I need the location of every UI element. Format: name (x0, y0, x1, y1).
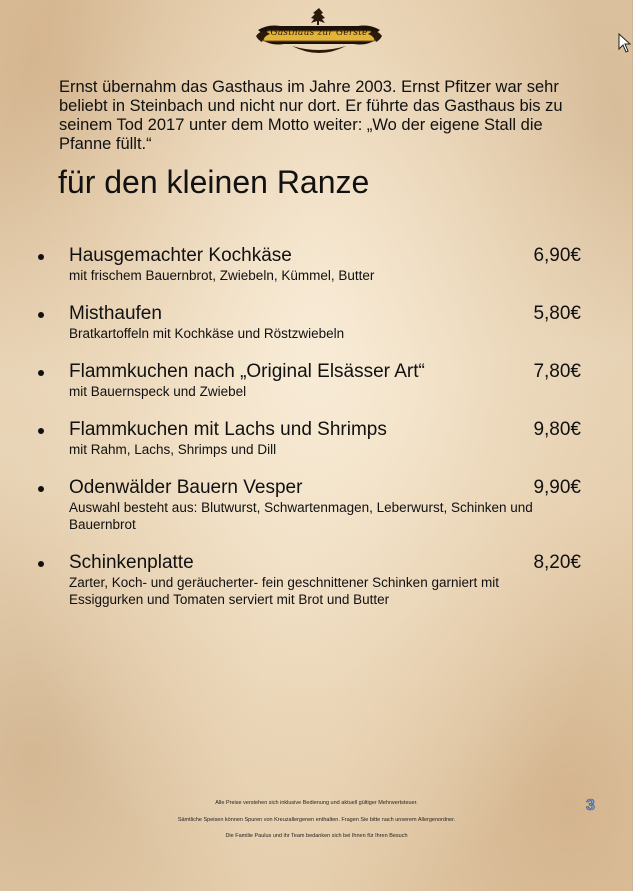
footer-thanks-note: Die Familie Paulus und ihr Team bedanken sich bei Ihnen für Ihren Besuch (225, 833, 408, 839)
bullet-icon (38, 561, 44, 567)
menu-item-description: Auswahl besteht aus: Blutwurst, Schwartenmagen, Leberwurst, Schinken und Bauernbrot (69, 500, 533, 532)
menu-item-description: mit Bauernspeck und Zwiebel (69, 384, 247, 399)
menu-item-name: Misthaufen (69, 303, 162, 324)
menu-item-name: Odenwälder Bauern Vesper (69, 477, 303, 498)
menu-item-description: mit frischem Bauernbrot, Zwiebeln, Kümmel, Butter (69, 268, 375, 283)
bullet-icon (38, 312, 44, 318)
menu-item-description: mit Rahm, Lachs, Shrimps und Dill (69, 442, 277, 457)
menu-item-name: Flammkuchen mit Lachs und Shrimps (69, 419, 387, 440)
menu-item-price: 6,90€ (533, 245, 581, 266)
mouse-cursor-icon (618, 33, 632, 53)
menu-item-price: 9,80€ (533, 419, 581, 440)
logo-text: Gasthaus zur Gerste (270, 28, 368, 38)
menu-item-name: Flammkuchen nach „Original Elsässer Art“ (69, 361, 425, 382)
gasthaus-logo (252, 6, 386, 64)
bullet-icon (38, 254, 44, 260)
bullet-icon (38, 370, 44, 376)
intro-text: Ernst übernahm das Gasthaus im Jahre 2003. Ernst Pfitzer war sehr beliebt in Steinbach und nicht nur dort. Er führte das Gasthaus bis zu seinem Tod 2017 unter dem Motto weiter: „Wo der eigene Stall die Pfanne füllt.“ (59, 78, 563, 153)
page-number: 3 (586, 797, 595, 814)
menu-item-price: 5,80€ (533, 303, 581, 324)
menu-item-price: 7,80€ (533, 361, 581, 382)
footer-allergen-note: Sämtliche Speisen können Spuren von Kreuzallergenen enthalten. Fragen Sie bitte nach unserem Allergenordner. (177, 817, 456, 823)
menu-item-name: Hausgemachter Kochkäse (69, 245, 292, 266)
menu-item-description: Bratkartoffeln mit Kochkäse und Röstzwiebeln (69, 326, 345, 341)
menu-item-price: 8,20€ (533, 552, 581, 573)
bullet-icon (38, 486, 44, 492)
menu-item-name: Schinkenplatte (69, 552, 194, 573)
bullet-icon (38, 428, 44, 434)
footer-price-note: Alle Preise verstehen sich inklusive Bedienung und aktuell gültiger Mehrwertsteuer. (215, 800, 418, 806)
section-title: für den kleinen Ranze (58, 164, 370, 200)
menu-item-price: 9,90€ (533, 477, 581, 498)
menu-item-description: Zarter, Koch- und geräucherter- fein geschnittener Schinken garniert mit Essiggurken und Tomaten serviert mit Brot und Butter (69, 575, 499, 607)
